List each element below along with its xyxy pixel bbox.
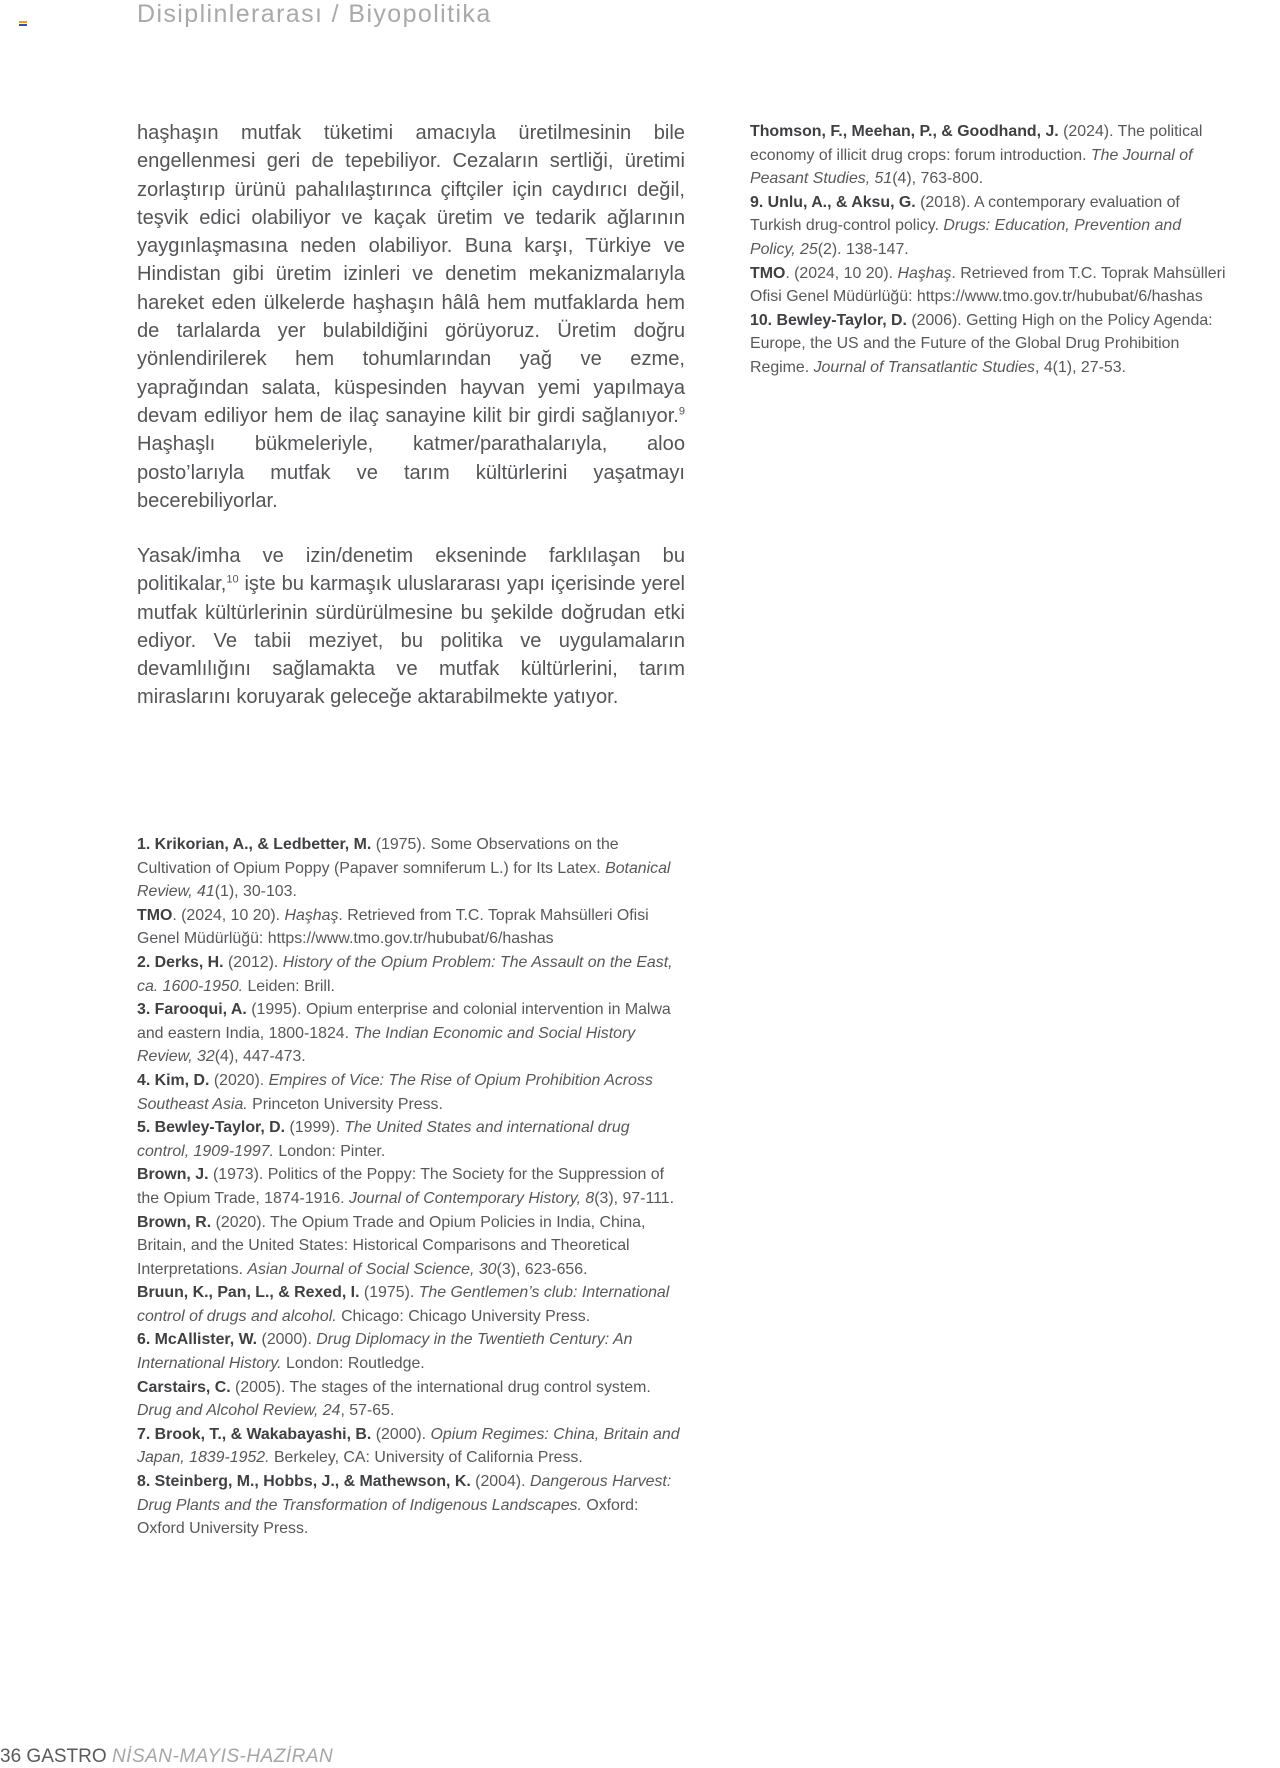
- reference-entry: [137, 1069, 685, 1116]
- reference-text: (4), 447-473.: [214, 1048, 306, 1066]
- reference-text: (1975).: [359, 1284, 419, 1302]
- reference-text: Regime.: [750, 358, 814, 376]
- reference-text: (1995). Opium enterprise and colonial intervention in Malwa and eastern India, 1800-1824.: [137, 1001, 671, 1042]
- reference-entry: [750, 309, 1280, 380]
- flag-icon: [19, 21, 27, 26]
- reference-author: Brown, J.: [137, 1166, 209, 1184]
- footnote-marker: 9: [678, 405, 685, 418]
- reference-text: . (2024, 10 20).: [172, 906, 285, 924]
- reference-text: Turkish drug-control policy.: [750, 217, 944, 235]
- reference-author: 8. Steinberg, M., Hobbs, J., & Mathewson, K.: [137, 1473, 471, 1491]
- reference-entry: [137, 1423, 685, 1470]
- references-left: [137, 833, 685, 1541]
- reference-title: Journal of Transatlantic Studies: [813, 358, 1035, 376]
- reference-text: (2000).: [371, 1425, 431, 1443]
- reference-text: (2020). The Opium Trade and Opium Policies in India, China, Britain, and the United States: Historical Comparisons and Theoretical Interpretations.: [137, 1213, 646, 1278]
- reference-author: 9. Unlu, A., & Aksu, G.: [750, 193, 916, 211]
- reference-text: (2012).: [223, 953, 283, 971]
- reference-author: 7. Brook, T., & Wakabayashi, B.: [137, 1425, 372, 1443]
- reference-author: 1. Krikorian, A., & Ledbetter, M.: [137, 836, 372, 853]
- reference-title: The Journal of: [1090, 146, 1193, 164]
- reference-author: Bruun, K., Pan, L., & Rexed, I.: [137, 1284, 360, 1302]
- footnote-marker: 10: [226, 573, 239, 586]
- reference-title: Drug Diplomacy in the Twentieth Century: An International History.: [137, 1331, 633, 1373]
- references-right: [750, 120, 1280, 380]
- reference-title: Haşhaş: [284, 906, 339, 924]
- paragraph-text: Haşhaşlı bükmeleriyle, katmer/parathalarıyla, aloo posto’larıyla mutfak ve tarım kültürlerini yaşatmayı becerebiliyorlar.: [137, 433, 685, 512]
- reference-text: Ofisi Genel Müdürlüğü: https://www.tmo.gov.tr/hububat/6/hashas: [750, 288, 1203, 306]
- reference-text: (2018). A contemporary evaluation of: [915, 193, 1180, 211]
- paragraph-text: işte bu karmaşık uluslararası yapı içerisinde yerel mutfak kültürlerinin sürdürülmesine bu şekilde doğrudan etki ediyor. Ve tabii meziyet, bu politika ve uygulamaların devamlılığını sağlamakta ve mutfak kültürlerini, tarım miraslarını koruyarak geleceğe aktarabilmekte yatıyor.: [137, 573, 685, 709]
- reference-entry: [137, 904, 685, 951]
- reference-author: 2. Derks, H.: [137, 953, 224, 971]
- reference-entry: [137, 1376, 685, 1423]
- reference-title: The Gentlemen’s club: International control of drugs and alcohol.: [137, 1284, 670, 1325]
- reference-title: Asian Journal of Social Science, 30: [247, 1260, 497, 1278]
- reference-text: economy of illicit drug crops: forum introduction.: [750, 146, 1091, 164]
- reference-text: (2000).: [257, 1331, 317, 1349]
- reference-title: Botanical Review, 41: [137, 859, 671, 901]
- reference-entry: [137, 833, 685, 904]
- reference-text: Chicago: Chicago University Press.: [336, 1307, 591, 1325]
- reference-text: (1973). Politics of the Poppy: The Society for the Suppression of the Opium Trade, 1874-1916.: [137, 1166, 665, 1207]
- reference-title: Dangerous Harvest: Drug Plants and the Transformation of Indigenous Landscapes.: [137, 1473, 672, 1514]
- reference-text: (4), 763-800.: [892, 170, 984, 188]
- reference-text: (2004).: [470, 1473, 530, 1491]
- paragraph-text: Yasak/imha ve izin/denetim ekseninde farklılaşan bu politikalar,: [137, 545, 685, 596]
- reference-text: (2). 138-147.: [817, 240, 909, 258]
- page-footer: [0, 1746, 333, 1768]
- page-number-magazine: 36 GASTRO: [0, 1746, 107, 1767]
- reference-entry: [137, 951, 685, 998]
- reference-text: . Retrieved from T.C. Toprak Mahsülleri Ofisi Genel Müdürlüğü: https://www.tmo.gov.tr/hububat/6/hashas: [137, 906, 649, 948]
- reference-title: Haşhaş: [897, 264, 952, 282]
- paragraph-text: haşhaşın mutfak tüketimi amacıyla üretilmesinin bile engellenmesi geri de tepebiliyor. Cezaların sertliği, üretimi zorlaştırıp ürünü pahalılaştırınca çiftçiler için caydırıcı değil, teşvik edici olabiliyor ve kaçak üretim ve tedarik ağlarının yaygınlaşmasına neden olabiliyor. Buna karşı, Türkiye ve Hindistan gibi üretim izinleri ve denetim mekanizmalarıyla hareket eden ülkelerde haşhaşın hâlâ hem mutfaklarda hem de tarlalarda yer bulabildiğini görüyoruz. Üretim doğru yönlendirilerek hem tohumlarından yağ ve ezme, yaprağından salata, küspesinden hayvan yemi yapılmaya devam ediliyor hem de ilaç sanayine kilit bir girdi sağlanıyor.: [137, 122, 685, 427]
- reference-entry: [750, 120, 1280, 191]
- reference-text: Oxford: Oxford University Press.: [137, 1496, 639, 1538]
- reference-entry: [137, 1470, 685, 1541]
- reference-author: 4. Kim, D.: [137, 1071, 210, 1089]
- reference-text: (3), 97-111.: [594, 1189, 675, 1207]
- reference-title: Opium Regimes: China, Britain and Japan, 1839-1952.: [137, 1425, 680, 1467]
- reference-author: TMO: [750, 264, 786, 282]
- reference-text: (2024). The political: [1058, 123, 1203, 140]
- reference-author: TMO: [137, 906, 173, 924]
- reference-author: 10. Bewley-Taylor, D.: [750, 311, 907, 329]
- reference-entry: [137, 1328, 685, 1375]
- reference-text: . (2024, 10 20).: [785, 264, 898, 282]
- reference-text: , 57-65.: [340, 1402, 395, 1420]
- reference-title: Policy, 25: [750, 240, 818, 258]
- reference-entry: [750, 191, 1280, 262]
- reference-text: London: Pinter.: [273, 1142, 386, 1160]
- reference-text: Berkeley, CA: University of California Press.: [269, 1449, 583, 1467]
- reference-title: Drugs: Education, Prevention and: [943, 217, 1182, 235]
- reference-title: Drug and Alcohol Review, 24: [137, 1402, 341, 1420]
- reference-entry: [137, 1211, 685, 1282]
- reference-text: Leiden: Brill.: [243, 977, 335, 995]
- reference-author: 3. Farooqui, A.: [137, 1001, 247, 1019]
- reference-author: 6. McAllister, W.: [137, 1331, 258, 1349]
- reference-entry: [137, 998, 685, 1069]
- reference-text: (1975). Some Observations on the Cultivation of Opium Poppy (Papaver somniferum L.) for Its Latex.: [137, 836, 619, 877]
- reference-title: The United States and international drug control, 1909-1997.: [137, 1119, 630, 1160]
- reference-text: (1), 30-103.: [214, 883, 297, 901]
- reference-author: Carstairs, C.: [137, 1378, 231, 1396]
- flag-stripe-bottom: [19, 24, 27, 26]
- section-title: Disiplinlerarası / Biyopolitika: [137, 0, 492, 28]
- reference-title: Peasant Studies, 51: [750, 170, 893, 188]
- reference-title: Journal of Contemporary History, 8: [349, 1189, 595, 1207]
- reference-title: The Indian Economic and Social History Review, 32: [137, 1024, 636, 1066]
- reference-text: London: Routledge.: [281, 1355, 425, 1373]
- issue-label: NİSAN-MAYIS-HAZİRAN: [111, 1746, 334, 1767]
- reference-text: Europe, the US and the Future of the Global Drug Prohibition: [750, 335, 1180, 353]
- reference-text: . Retrieved from T.C. Toprak Mahsülleri: [951, 264, 1226, 282]
- reference-text: (3), 623-656.: [496, 1260, 588, 1278]
- reference-text: Princeton University Press.: [247, 1095, 443, 1113]
- body-paragraph-2: [137, 542, 685, 712]
- reference-title: Empires of Vice: The Rise of Opium Prohibition Across Southeast Asia.: [137, 1071, 653, 1113]
- reference-text: (2020).: [209, 1071, 269, 1089]
- reference-entry: [137, 1281, 685, 1328]
- reference-text: (2006). Getting High on the Policy Agenda:: [906, 311, 1213, 329]
- reference-author: Brown, R.: [137, 1213, 212, 1231]
- flag-stripe-top: [19, 21, 27, 23]
- reference-text: , 4(1), 27-53.: [1035, 358, 1126, 376]
- body-paragraph-1: [137, 119, 685, 515]
- reference-title: History of the Opium Problem: The Assault on the East, ca. 1600-1950.: [137, 953, 673, 995]
- reference-author: Thomson, F., Meehan, P., & Goodhand, J.: [750, 123, 1059, 140]
- reference-entry: [137, 1163, 685, 1210]
- reference-author: 5. Bewley-Taylor, D.: [137, 1119, 286, 1137]
- reference-entry: [137, 1116, 685, 1163]
- reference-entry: [750, 262, 1280, 309]
- reference-text: (1999).: [285, 1119, 345, 1137]
- reference-text: (2005). The stages of the international drug control system.: [230, 1378, 651, 1396]
